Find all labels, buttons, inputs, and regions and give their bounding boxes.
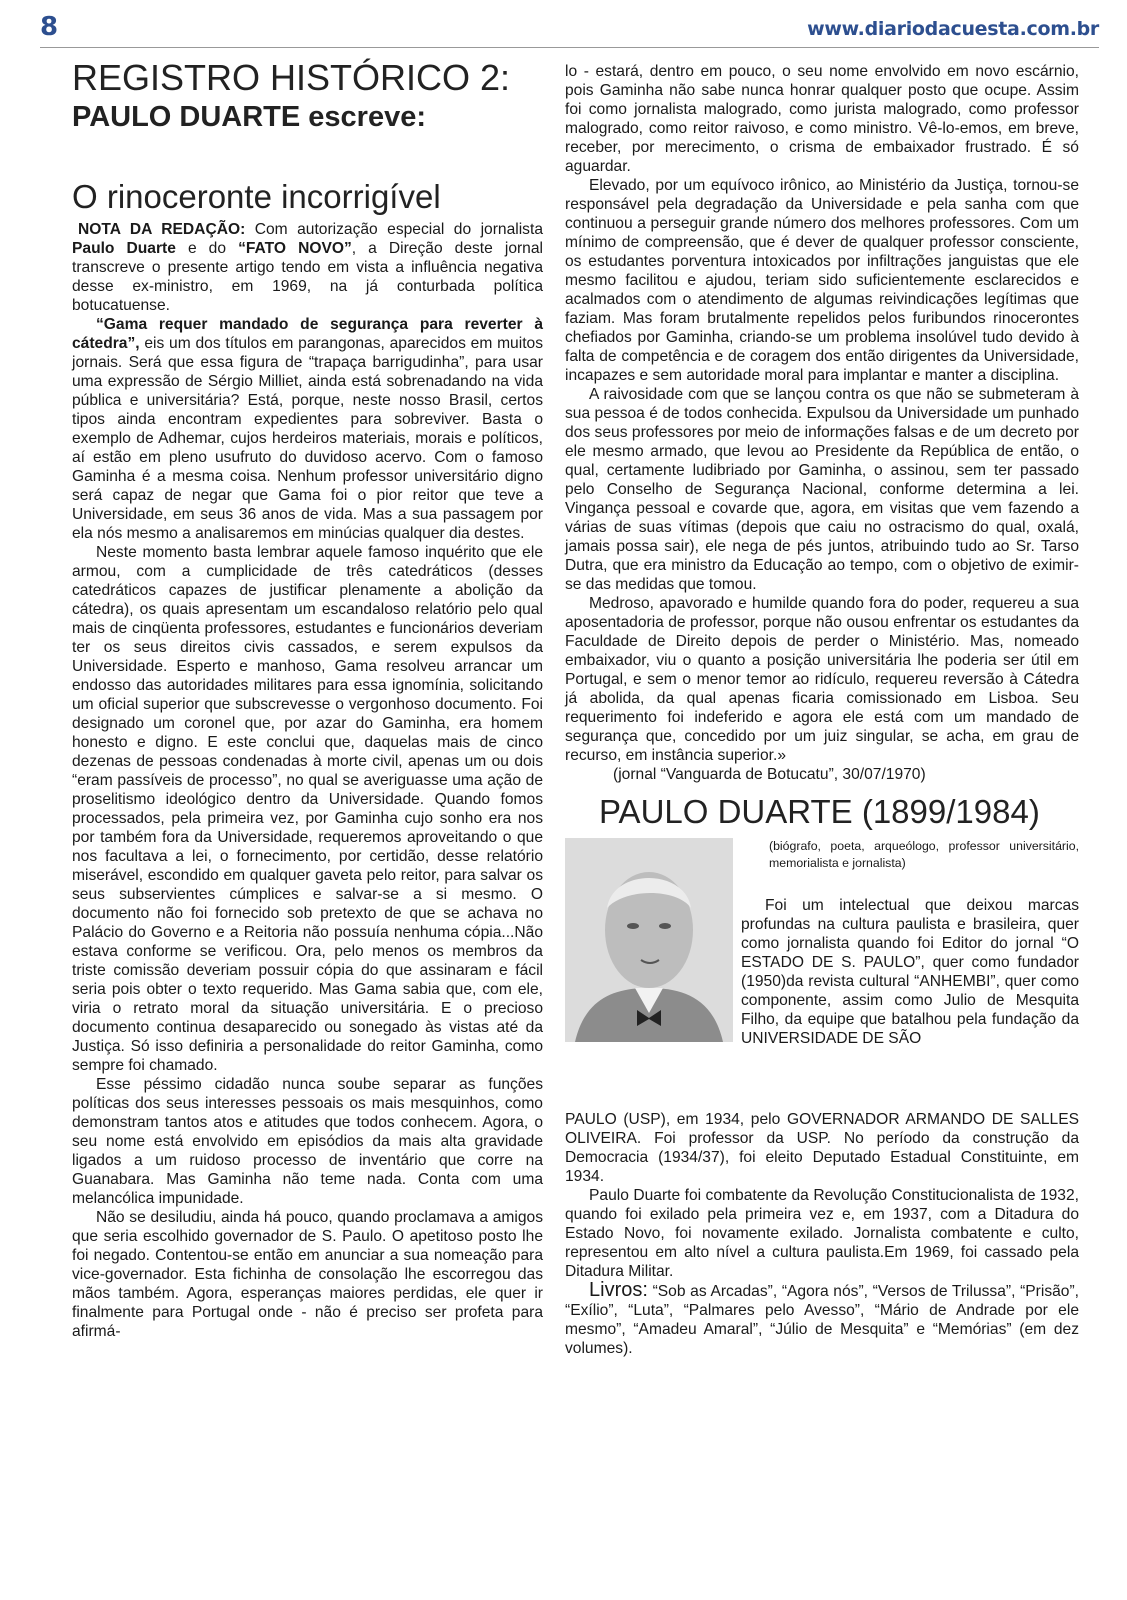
bio-title: PAULO DUARTE (1899/1984) xyxy=(599,793,1040,830)
bio-paragraph: Paulo Duarte foi combatente da Revolução Constitucionalista de 1932, quando foi exilado pela primeira vez e, em 1937, com a Ditadura do Estado Novo, foi novamente exilado. Jornalista combatente e culto, representou em alto nível a cultura paulista.Em 1969, foi cassado pela Ditadura Militar. xyxy=(565,1187,1079,1280)
article-paragraph: Neste momento basta lembrar aquele famoso inquérito que ele armou, com a cumplicidade de três catedráticos (desses catedráticos capazes de justificar plenamente a abolição da cátedra), os quais apresentam um escandaloso relatório pelo qual mais de cinqüenta professores, estudantes e funcionários deveriam ter os seus direitos civis cassados, e serem expulsos da Universidade. Esperto e manhoso, Gama resolveu arrancar um endosso das autoridades militares para essa ignomínia, solicitando um oficial superior que subscrevesse o vergonhoso documento. Foi designado um coronel que, por azar do Gaminha, era homem honesto e digno. E este conclui que, daquelas mais de cinco dezenas de pessoas condenadas à morte civil, apenas um ou dois “eram passíveis de processo”, no qual se averiguasse uma ação de proselitismo ideológico dentro da Universidade. Quando fomos processados, pela primeira vez, por Gaminha cujo sonho era nos por também fora da Universidade, requeremos aproveitando o que nos facultava a lei, o fornecimento, por certidão, desse relatório miserável, escondido em qualquer gaveta pelo reitor, para salvar os seus subservientes cúmplices e salvar-se a si mesmo. O documento não foi fornecido sob pretexto de que se achava no Palácio do Governo e a Reitoria não possuía nenhuma cópia...Não estava conforme se verificou. Ora, pelo menos os membros da triste comissão deveriam possuir cópia do que assinaram e fácil seria pois obter o texto requerido. Mas Gama sabia que, com ele, viria o retrato moral da situação universitária. E o precioso documento continua desaparecido ou sonegado às vistas até da Justiça. Só isso definiria a personalidade do reitor Gaminha, como sempre foi chamado. xyxy=(72,544,543,1074)
portrait-illustration xyxy=(565,838,733,1042)
paragraph-text: eis um dos títulos em parangonas, aparecidos em muitos jornais. Será que essa figura de “trapaça barrigudinha”, para usar uma expressão de Sérgio Milliet, ainda está sobrenadando na vida pública e universitária? Está, porque, neste nosso Brasil, certos tipos ainda encontram expedientes para sobreviver. Basta o exemplo de Adhemar, cujos herdeiros materiais, morais e políticos, aí estão em pleno usufruto do duvidoso acervo. Com o famoso Gaminha é a mesma coisa. Nenhum professor universitário digno será capaz de negar que Gama foi o pior reitor que teve a Universidade, em seus 36 anos de vida. Mas a sua passagem por ela nós mesmo a analisaremos em minúcias qualquer dia destes. xyxy=(72,335,543,542)
books-list xyxy=(565,1281,1079,1358)
article-title: O rinoceronte incorrigível xyxy=(72,178,441,215)
left-column xyxy=(72,54,543,1341)
quoted-headline: “Gama requer mandado de segurança para reverter à cátedra”, xyxy=(72,316,543,352)
article-source: (jornal “Vanguarda de Botucatu”, 30/07/1970) xyxy=(613,766,926,783)
portrait-photo xyxy=(565,838,733,1042)
books-text: “Sob as Arcadas”, “Agora nós”, “Versos de Trilussa”, “Prisão”, “Exílio”, “Luta”, “Palmares pelo Avesso”, “Mário de Andrade por ele mesmo”, “Amadeu Amaral”, “Júlio de Mesquita” e “Memórias” (em dez volumes). xyxy=(565,1283,1079,1357)
site-url[interactable]: www.diariodacuesta.com.br xyxy=(807,18,1099,40)
bio-subtitle: (biógrafo, poeta, arqueólogo, professor universitário, memorialista e jornalista) xyxy=(769,839,1079,870)
editor-note xyxy=(72,220,543,315)
article-paragraph xyxy=(72,315,543,543)
bio-body xyxy=(565,1110,1079,1358)
editor-note-paper: “FATO NOVO” xyxy=(238,240,352,257)
page-header xyxy=(0,0,1127,48)
editor-note-text: Com autorização especial do jornalista xyxy=(245,221,543,238)
editor-note-text: e do xyxy=(175,240,239,257)
article-paragraph: Elevado, por um equívoco irônico, ao Ministério da Justiça, tornou-se responsável pela degradação da Universidade e pela sanha com que continuou a perseguir grande número dos melhores professores. Com um mínimo de compreensão, que é dever de qualquer professor consciente, os estudantes porventura intoxicados por infiltrações janguistas que ele mesmo facilitou e ajudou, teriam sido suficientemente esclarecidos e acalmados com o atendimento de algumas reivindicações legítimas que faziam. Mas foram brutalmente repelidos pelos furibundos rinocerontes chefiados por Gaminha, criando-se um problema insolúvel tudo devido à falta de competência e de coragem dos então dirigentes da Universidade, incapazes e sem autoridade moral para implantar e manter a disciplina. xyxy=(565,177,1079,384)
article-paragraph: A raivosidade com que se lançou contra os que não se submeteram à sua pessoa é de todos conhecida. Expulsou da Universidade um punhado dos seus professores por meio de informações falsas e de um decreto por ele mesmo armado, que levou ao Presidente da República de então, o qual, certamente ludibriado por Gaminha, o assinou, sem ter passado pelo Conselho de Segurança Nacional, conforme determina a lei. Vingança pessoal e covarde que, agora, em visitas que vem fazendo a várias de suas vítimas (depois que caiu no ostracismo do qual, oxalá, jamais possa sair), ele nega de pés juntos, atribuindo tudo ao Sr. Tarso Dutra, que era ministro da Educação ao tempo, com o objetivo de eximir-se das medidas que tomou. xyxy=(565,386,1079,593)
article-paragraph: lo - estará, dentro em pouco, o seu nome envolvido em novo escárnio, pois Gaminha não sabe nunca honrar qualquer posto que ocupe. Assim foi como jornalista malogrado, como jurista malogrado, como professor malogrado, como reitor raivoso, e como ministro. Vê-lo-emos, em breve, receber, por merecimento, o crisma de embaixador frustrado. É só aguardar. xyxy=(565,63,1079,175)
editor-note-label: NOTA DA REDAÇÃO: xyxy=(78,221,246,238)
books-label: Livros: xyxy=(589,1279,648,1301)
editor-note-author: Paulo Duarte xyxy=(72,240,176,257)
section-title: REGISTRO HISTÓRICO 2: xyxy=(72,57,511,98)
bio-paragraph: PAULO (USP), em 1934, pelo GOVERNADOR ARMANDO DE SALLES OLIVEIRA. Foi professor da USP. No período da construção da Democracia (1934/37), foi eleito Deputado Estadual Constituinte, em 1934. xyxy=(565,1111,1079,1185)
article-paragraph: Medroso, apavorado e humilde quando fora do poder, requereu a sua aposentadoria de professor, porque não ousou enfrentar os estudantes da Faculdade de Direito depois de perder o Ministério. Mas, nomeado embaixador, viu o quanto a posição universitária lhe poderia ser útil em Portugal, e sem o menor temor ao ridículo, requereu reversão à Cátedra já abolida, da qual apenas ficaria comissionado em Lisboa. Seu requerimento foi indeferido e agora ele está com um mandado de segurança que, concedido por um juiz singular, se acha, em grau de recurso, em instância superior.» xyxy=(565,595,1079,764)
bio-header-block xyxy=(565,838,1079,1138)
article-paragraph: Esse péssimo cidadão nunca soube separar as funções políticas dos seus interesses pessoais os mais mesquinhos, como demonstram tantos atos e atitudes que todos conhecem. Agora, o seu nome está envolvido em episódios da mais alta gravidade ligados a um ruidoso processo de inventário que corre na Guanabara. Mas Gaminha não teme nada. Conta com uma melancólica impunidade. xyxy=(72,1076,543,1207)
author-title: PAULO DUARTE escreve: xyxy=(72,101,427,133)
page-number: 8 xyxy=(40,12,59,42)
right-column xyxy=(565,62,1079,1358)
header-divider xyxy=(40,47,1099,48)
bio-paragraph: Foi um intelectual que deixou marcas profundas na cultura paulista e brasileira, quer como jornalista quando foi Editor do jornal “O ESTADO DE S. PAULO”, quer como fundador (1950)da revista cultural “ANHEMBI”, quer como componente, assim como Julio de Mesquita Filho, da equipe que batalhou pela fundação da UNIVERSIDADE DE SÃO xyxy=(741,897,1079,1047)
editor-note-text: , a Direção deste jornal transcreve o presente artigo tendo em vista a influência negativa desse ex-ministro, em 1969, na já conturbada política botucatuense. xyxy=(72,240,543,314)
article-paragraph: Não se desiludiu, ainda há pouco, quando proclamava a amigos que seria escolhido governador de S. Paulo. O apetitoso posto lhe foi negado. Contentou-se então em anunciar a sua nomeação para vice-governador. Esta fichinha de consolação lhe escorregou das mãos também. Agora, esperanças maiores perdidas, ele quer ir finalmente para Portugal onde - não é preciso ser profeta para afirmá- xyxy=(72,1209,543,1340)
bio-intro xyxy=(741,896,1079,1048)
